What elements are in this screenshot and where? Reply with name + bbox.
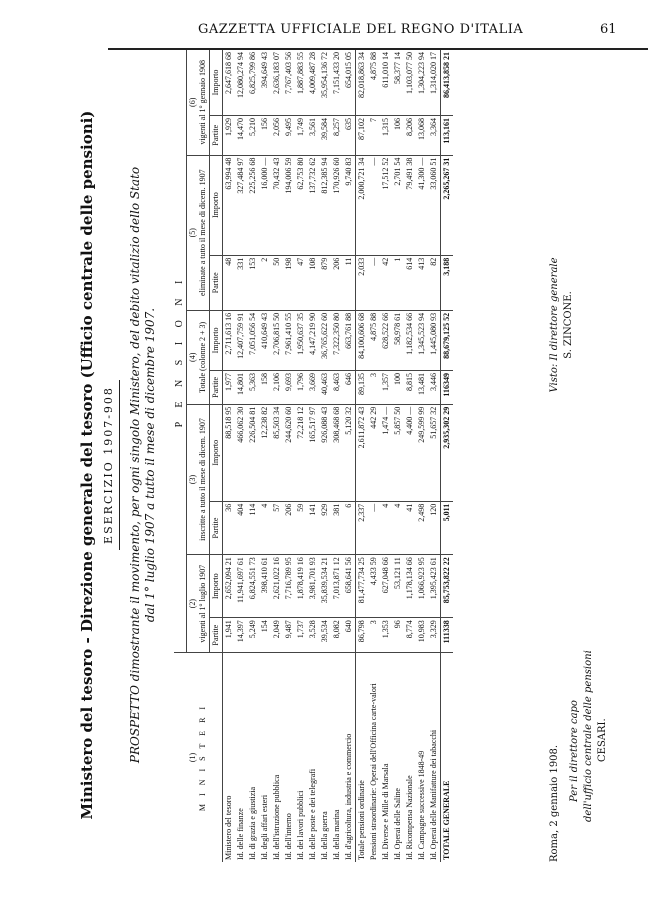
ministero-name: Id. Diverse e Mille di Marsala (381, 763, 390, 860)
partite-cell: 14,397 (235, 618, 247, 653)
importo-cell: 2,706,815 50 (271, 310, 283, 370)
importo-cell: 3,981,701 93 (307, 555, 319, 618)
partite-cell: 3,188 (441, 255, 454, 310)
importo-cell: 36,765,622 60 (319, 310, 331, 370)
group-header (187, 310, 210, 404)
partite-cell: 1,929 (223, 116, 236, 156)
importo-cell: 7,151,433 20 (331, 50, 343, 116)
partite-cell: 1,737 (295, 618, 307, 653)
partite-cell: 2,498 (416, 501, 428, 554)
importo-cell: 9,740 83 (343, 155, 356, 255)
table-row (235, 50, 247, 862)
importo-cell: 926,088 43 (319, 404, 331, 501)
partite-cell: 9,487 (283, 618, 295, 653)
importo-cell: 58,978 61 (392, 310, 404, 370)
table-row (380, 50, 392, 862)
importo-cell: 7,716,789 95 (283, 555, 295, 618)
partite-cell: 2,049 (271, 618, 283, 653)
group-num: (3) (188, 474, 197, 485)
partite-cell: 14,801 (235, 371, 247, 405)
partite-cell: 413 (416, 255, 428, 310)
importo-cell: 663,761 88 (343, 310, 356, 370)
partite-cell: 3,669 (307, 371, 319, 405)
ministero-name: Id. della marina (332, 809, 341, 860)
partite-cell: 1,749 (295, 116, 307, 156)
importo-cell: 654,015 05 (343, 50, 356, 116)
importo-cell: 62,753 80 (295, 155, 307, 255)
importo-cell: 79,491 38 (404, 155, 416, 255)
document-title: Ministero del tesoro - Direzione generale del tesoro (Ufficio centrale delle pensioni) (78, 110, 96, 820)
importo-cell: 1,474 — (380, 404, 392, 501)
importo-cell: 86,413,858 21 (441, 50, 454, 116)
partite-cell: 640 (343, 618, 356, 653)
importo-cell: 7,767,403 56 (283, 50, 295, 116)
partite-cell: 36 (223, 501, 236, 554)
importo-cell: 1,345,523 94 (416, 310, 428, 370)
importo-cell: 2,652,094 21 (223, 555, 236, 618)
partite-header: Partite (210, 618, 223, 653)
importo-cell: 1,395,423 61 (428, 555, 441, 618)
ministero-name: Id. della guerra (320, 811, 329, 860)
partite-cell: 11 (343, 255, 356, 310)
table-row (319, 50, 331, 862)
importo-cell: 85,503 34 (271, 404, 283, 501)
page-header (0, 14, 664, 44)
ministero-name: Totale pensioni ordinarie (356, 653, 369, 863)
importo-cell: 4,433 59 (368, 555, 380, 618)
importo-cell: 4,147,219 90 (307, 310, 319, 370)
importo-cell: 63,994 48 (223, 155, 236, 255)
importo-header: Importo (210, 50, 223, 116)
esercizio-label: ESERCIZIO 1907-908 (102, 386, 115, 544)
partite-cell: 59 (295, 501, 307, 554)
importo-cell: 2,611,872 43 (356, 404, 369, 501)
partite-cell: 8,082 (331, 618, 343, 653)
partite-cell: 39,534 (319, 618, 331, 653)
group-header (187, 404, 210, 555)
partite-cell: 2,033 (356, 255, 369, 310)
ministero-name: Id. dell'istruzione pubblica (272, 774, 281, 860)
left-role-2: dell'ufficio centrale delle pensioni (583, 650, 594, 822)
importo-cell: 398,410 61 (259, 555, 271, 618)
partite-cell: 153 (247, 255, 259, 310)
left-signatory: CESARI. (597, 718, 608, 762)
group-num: (4) (188, 352, 197, 362)
partite-cell: 7 (368, 116, 380, 156)
importo-cell: 12,407,759 91 (235, 310, 247, 370)
left-role-1: Per il direttore capo (569, 700, 580, 802)
pensions-table (174, 50, 453, 862)
partite-cell: 3,528 (307, 618, 319, 653)
partite-cell: 1,315 (380, 116, 392, 156)
partite-cell: 404 (235, 501, 247, 554)
partite-cell: 82 (428, 255, 441, 310)
group-label: inscritte a tutto il mese di dicem. 1907 (198, 418, 207, 541)
importo-cell: 4,875 88 (368, 310, 380, 370)
importo-cell: 41,300 — (416, 155, 428, 255)
partite-cell: 10,983 (416, 618, 428, 653)
rotated-document (78, 50, 648, 880)
group-num: (5) (188, 228, 197, 238)
place-date: Roma, 2 gennaio 1908. (549, 744, 560, 862)
ministero-name: Id. degli affari esteri (260, 794, 269, 860)
partite-cell: 89,135 (356, 371, 369, 405)
table-row (356, 50, 369, 862)
importo-cell: 225,256 68 (247, 155, 259, 255)
partite-cell: 1,977 (223, 371, 236, 405)
group-header (187, 50, 210, 155)
importo-cell: 327,484 97 (235, 155, 247, 255)
partite-cell: 8,774 (404, 618, 416, 653)
partite-cell: 57 (271, 501, 283, 554)
partite-cell: 154 (259, 618, 271, 653)
partite-header: Partite (210, 116, 223, 156)
ministero-name: Id. Operai delle Saline (393, 788, 402, 860)
partite-cell: 929 (319, 501, 331, 554)
partite-cell: 3,446 (428, 371, 441, 405)
importo-header: Importo (210, 404, 223, 501)
importo-cell: 70,432 43 (271, 155, 283, 255)
partite-header: Partite (210, 501, 223, 554)
importo-cell: 249,599 99 (416, 404, 428, 501)
ministero-name: Id. delle finanze (236, 808, 245, 860)
partite-cell: 5,210 (247, 116, 259, 156)
group-num: (2) (188, 598, 197, 609)
partite-cell: 8,815 (404, 371, 416, 405)
table-row (331, 50, 343, 862)
partite-cell: 8,463 (331, 371, 343, 405)
importo-cell: 1,887,883 55 (295, 50, 307, 116)
page-number: 61 (600, 22, 617, 37)
partite-cell: 206 (331, 255, 343, 310)
partite-cell: 141 (307, 501, 319, 554)
importo-cell: 2,636,183 07 (271, 50, 283, 116)
table-body (223, 50, 454, 862)
ministero-name: Id. dei lavori pubblici (296, 790, 305, 860)
importo-cell: 58,377 14 (392, 50, 404, 116)
partite-cell: 2,337 (356, 501, 369, 554)
importo-cell: 1,878,419 16 (295, 555, 307, 618)
importo-cell: 35,839,534 21 (319, 555, 331, 618)
partite-cell: 47 (295, 255, 307, 310)
partite-cell: 39,584 (319, 116, 331, 156)
importo-cell: 7,322,350 80 (331, 310, 343, 370)
partite-cell: 1,353 (380, 618, 392, 653)
importo-cell: 2,701 54 (392, 155, 404, 255)
importo-cell: 244,620 60 (283, 404, 295, 501)
group-header (187, 555, 210, 653)
importo-cell: 2,711,613 16 (223, 310, 236, 370)
partite-cell: 116349 (441, 371, 454, 405)
importo-header: Importo (210, 555, 223, 618)
ministeri-num: (1) (188, 752, 197, 763)
partite-cell: 5,249 (247, 618, 259, 653)
table-row (392, 50, 404, 862)
table-row (368, 50, 380, 862)
partite-cell: 114 (247, 501, 259, 554)
partite-cell: 108 (307, 255, 319, 310)
importo-cell: 82,018,863 34 (356, 50, 369, 116)
importo-cell: 1,314,020 17 (428, 50, 441, 116)
partite-cell: 4 (380, 501, 392, 554)
partite-header: Partite (210, 255, 223, 310)
partite-cell: 3 (368, 371, 380, 405)
importo-header: Importo (210, 310, 223, 370)
partite-cell: 3 (368, 618, 380, 653)
ministero-name: Id. di grazia e giustizia (248, 786, 257, 860)
partite-cell: 879 (319, 255, 331, 310)
importo-cell: 410,649 43 (259, 310, 271, 370)
partite-cell: 42 (380, 255, 392, 310)
ministero-name: Id. d'agricoltura, industria e commercio (344, 733, 353, 860)
signature-left (548, 602, 610, 862)
importo-cell: 466,062 30 (235, 404, 247, 501)
partite-cell: 1,357 (380, 371, 392, 405)
table-row (428, 50, 441, 862)
table-row (295, 50, 307, 862)
ministero-name: Id. dell'interno (284, 813, 293, 860)
partite-cell: 96 (392, 618, 404, 653)
partite-cell: 106 (392, 116, 404, 156)
importo-cell: 5,857 50 (392, 404, 404, 501)
partite-cell: 48 (223, 255, 236, 310)
importo-cell: 6,824,551 73 (247, 555, 259, 618)
partite-cell: 635 (343, 116, 356, 156)
partite-cell: 6 (343, 501, 356, 554)
importo-cell: 33,060 51 (428, 155, 441, 255)
document-subtitle (128, 50, 158, 880)
table-row (223, 50, 236, 862)
partite-cell: 13,068 (416, 116, 428, 156)
ministeri-header (174, 653, 223, 863)
table-row (307, 50, 319, 862)
importo-cell: 1,178,134 66 (404, 555, 416, 618)
group-label: vigenti al 1° luglio 1907 (198, 564, 207, 643)
importo-cell: 2,647,618 68 (223, 50, 236, 116)
signature-right (548, 200, 576, 450)
importo-cell: 628,522 66 (380, 310, 392, 370)
partite-cell: 40,463 (319, 371, 331, 405)
importo-cell: 7,051,056 54 (247, 310, 259, 370)
importo-cell: 394,649 43 (259, 50, 271, 116)
subtitle-line-1: PROSPETTO dimostrante il movimento, per ogni singolo Ministero, del debito vitalizio dello Stato (128, 166, 142, 764)
importo-cell: 658,641 56 (343, 555, 356, 618)
importo-cell: 2,265,267 31 (441, 155, 454, 255)
importo-cell: 1,103,077 50 (404, 50, 416, 116)
importo-cell: 2,000,721 34 (356, 155, 369, 255)
table-row (283, 50, 295, 862)
right-signatory: S. ZINCONE. (563, 291, 574, 359)
table-row (271, 50, 283, 862)
partite-cell: 2,056 (271, 116, 283, 156)
importo-cell: 137,732 62 (307, 155, 319, 255)
partite-cell: 2 (259, 255, 271, 310)
importo-cell: 442 29 (368, 404, 380, 501)
table-row (416, 50, 428, 862)
importo-cell: 6,825,799 86 (247, 50, 259, 116)
partite-cell: 113,161 (441, 116, 454, 156)
partite-cell: 4 (392, 501, 404, 554)
ministero-name: Pensioni straordinarie: Operai dell'Officina carte-valori (369, 683, 378, 860)
importo-cell: 12,080,274 94 (235, 50, 247, 116)
partite-cell: 381 (331, 501, 343, 554)
importo-cell: 627,048 66 (380, 555, 392, 618)
partite-cell: 13,481 (416, 371, 428, 405)
importo-cell: 7,961,410 55 (283, 310, 295, 370)
importo-cell: 11,941,697 61 (235, 555, 247, 618)
importo-cell: 1,445,080 93 (428, 310, 441, 370)
importo-cell: 4,009,487 28 (307, 50, 319, 116)
partite-cell: 41 (404, 501, 416, 554)
table-row (259, 50, 271, 862)
partite-cell: 120 (428, 501, 441, 554)
gazette-title: GAZZETTA UFFICIALE DEL REGNO D'ITALIA (198, 22, 524, 37)
partite-cell: 8,257 (331, 116, 343, 156)
partite-cell: — (368, 255, 380, 310)
ministero-name: Id. Campagne successive 1848-49 (417, 750, 426, 860)
ministero-name: TOTALE GENERALE (441, 653, 454, 863)
importo-cell: 226,504 81 (247, 404, 259, 501)
importo-cell: 53,121 11 (392, 555, 404, 618)
partite-cell: 50 (271, 255, 283, 310)
importo-cell: 2,621,022 16 (271, 555, 283, 618)
partite-cell: 9,495 (283, 116, 295, 156)
importo-header: Importo (210, 155, 223, 255)
partite-cell: 206 (283, 501, 295, 554)
partite-cell: 158 (259, 371, 271, 405)
importo-cell: 81,477,734 25 (356, 555, 369, 618)
importo-cell: 812,385 94 (319, 155, 331, 255)
partite-cell: 14,470 (235, 116, 247, 156)
importo-cell: 1,066,923 95 (416, 555, 428, 618)
importo-cell: 5,120 32 (343, 404, 356, 501)
partite-cell: 3,329 (428, 618, 441, 653)
importo-cell: 4,400 — (404, 404, 416, 501)
ministero-name: Id. delle poste e dei telegrafi (308, 768, 317, 860)
importo-cell: 84,100,606 68 (356, 310, 369, 370)
importo-cell: 165,517 97 (307, 404, 319, 501)
partite-cell: 100 (392, 371, 404, 405)
importo-cell: 1,950,637 35 (295, 310, 307, 370)
partite-cell: 8,206 (404, 116, 416, 156)
ministero-name: Id. Operai delle Manifatture dei tabacchi (429, 729, 438, 860)
partite-cell: 331 (235, 255, 247, 310)
importo-cell: 1,182,534 66 (404, 310, 416, 370)
partite-cell: 87,102 (356, 116, 369, 156)
importo-cell: 12,238 82 (259, 404, 271, 501)
partite-header: Partite (210, 371, 223, 405)
group-label: eliminate a tutto il mese di dicem. 1907 (198, 169, 207, 297)
esercizio-rule (119, 380, 120, 550)
importo-cell: — (368, 155, 380, 255)
partite-cell: 646 (343, 371, 356, 405)
ministero-name: Ministero del tesoro (224, 795, 233, 860)
table-row (343, 50, 356, 862)
group-header (187, 155, 210, 310)
partite-cell: 1 (392, 255, 404, 310)
importo-cell: 17,512 52 (380, 155, 392, 255)
partite-cell: 156 (259, 116, 271, 156)
partite-cell: 614 (404, 255, 416, 310)
importo-cell: 308,468 68 (331, 404, 343, 501)
importo-cell: 611,010 14 (380, 50, 392, 116)
importo-cell: 170,926 60 (331, 155, 343, 255)
partite-cell: 198 (283, 255, 295, 310)
ministeri-label: M I N I S T E R I (198, 703, 207, 812)
partite-cell: 1,941 (223, 618, 236, 653)
partite-cell: 3,364 (428, 116, 441, 156)
partite-cell: 3,561 (307, 116, 319, 156)
partite-cell: 5,011 (441, 501, 454, 554)
table-row (247, 50, 259, 862)
partite-cell: 1,796 (295, 371, 307, 405)
importo-cell: 1,304,223 94 (416, 50, 428, 116)
table-row (441, 50, 454, 862)
importo-cell: 72,218 12 (295, 404, 307, 501)
partite-cell: 9,693 (283, 371, 295, 405)
partite-cell: 5,363 (247, 371, 259, 405)
importo-cell: 88,518 95 (223, 404, 236, 501)
partite-cell: 4 (259, 501, 271, 554)
group-num: (6) (188, 97, 197, 107)
pensioni-header: P E N S I O N I (174, 50, 187, 653)
importo-cell: 85,753,822 22 (441, 555, 454, 618)
importo-cell: 4,875 88 (368, 50, 380, 116)
partite-cell: 86,798 (356, 618, 369, 653)
importo-cell: 194,006 59 (283, 155, 295, 255)
importo-cell: 16,000 — (259, 155, 271, 255)
importo-cell: 35,954,136 72 (319, 50, 331, 116)
ministero-name: Id. Ricompensa Nazionale (405, 775, 414, 860)
importo-cell: 2,935,302 29 (441, 404, 454, 501)
group-label: Totale (colonne 2 + 3) (198, 321, 207, 393)
importo-cell: 88,679,125 52 (441, 310, 454, 370)
table-row (404, 50, 416, 862)
partite-cell: 111338 (441, 618, 454, 653)
subtitle-line-2: dal 1° luglio 1907 a tutto il mese di dicembre 1907. (143, 307, 157, 623)
partite-cell: — (368, 501, 380, 554)
right-visto: Visto: Il direttore generale (549, 257, 560, 393)
importo-cell: 7,013,871 12 (331, 555, 343, 618)
group-label: vigenti al 1° gennaio 1908 (198, 60, 207, 145)
partite-cell: 2,106 (271, 371, 283, 405)
importo-cell: 51,657 32 (428, 404, 441, 501)
